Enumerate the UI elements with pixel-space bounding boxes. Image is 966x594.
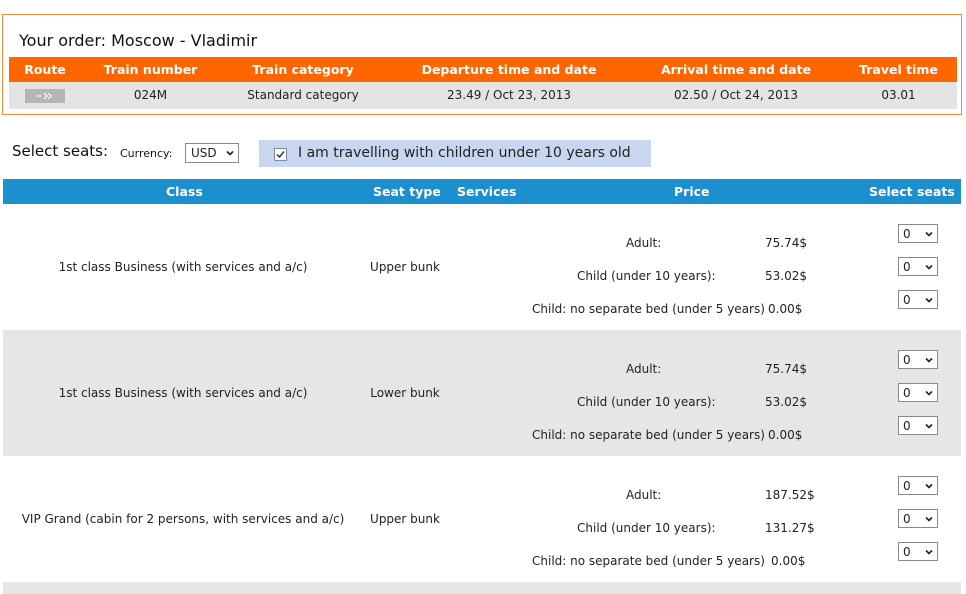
price-value-child: 131.27$	[765, 521, 815, 535]
travel-time-value: 03.01	[881, 88, 916, 102]
price-label-child: Child (under 10 years):	[577, 269, 716, 283]
chevron-down-icon	[925, 482, 933, 490]
chevron-down-icon	[925, 422, 933, 430]
order-row	[9, 82, 957, 109]
order-header	[9, 57, 957, 82]
qty-value: 0	[903, 545, 911, 559]
header-price: Price	[674, 184, 710, 199]
price-value-adult: 75.74$	[765, 236, 807, 250]
header-train-category: Train category	[252, 62, 354, 77]
table-row	[3, 456, 961, 582]
table-row	[3, 204, 961, 330]
price-value-child: 53.02$	[765, 269, 807, 283]
class-cell: VIP Grand (cabin for 2 persons, with services and a/c)	[21, 512, 345, 526]
seat-type-cell: Lower bunk	[370, 386, 440, 400]
seat-type-cell: Upper bunk	[370, 260, 440, 274]
qty-value: 0	[903, 260, 911, 274]
price-label-child: Child (under 10 years):	[577, 521, 716, 535]
class-cell: 1st class Business (with services and a/c)	[58, 386, 308, 400]
currency-select[interactable]	[185, 143, 239, 163]
table-row-partial	[3, 582, 961, 594]
children-checkbox[interactable]	[274, 148, 287, 161]
price-value-infant: 0.00$	[771, 554, 806, 568]
header-services: Services	[457, 184, 517, 199]
price-label-infant: Child: no separate bed (under 5 years)	[532, 554, 765, 568]
qty-select-adult[interactable]	[898, 350, 938, 369]
route-cell	[9, 82, 81, 109]
header-travel-time: Travel time	[859, 62, 938, 77]
header-route: Route	[24, 62, 66, 77]
qty-select-child[interactable]	[898, 257, 938, 276]
qty-select-infant[interactable]	[898, 416, 938, 435]
chevron-down-icon	[925, 263, 933, 271]
price-label-adult: Adult:	[626, 236, 662, 250]
qty-select-adult[interactable]	[898, 476, 938, 495]
chevron-down-icon	[925, 548, 933, 556]
price-value-infant: 0.00$	[768, 302, 803, 316]
qty-select-child[interactable]	[898, 383, 938, 402]
children-option[interactable]	[259, 140, 651, 167]
select-seats-label: Select seats:	[12, 142, 109, 160]
qty-value: 0	[903, 419, 911, 433]
chevron-down-icon	[925, 389, 933, 397]
price-value-adult: 75.74$	[765, 362, 807, 376]
qty-value: 0	[903, 479, 911, 493]
chevron-down-icon	[925, 296, 933, 304]
header-seat-type: Seat type	[373, 184, 441, 199]
header-departure: Departure time and date	[421, 62, 597, 77]
qty-select-child[interactable]	[898, 509, 938, 528]
price-value-child: 53.02$	[765, 395, 807, 409]
header-arrival: Arrival time and date	[660, 62, 812, 77]
train-number: 024M	[133, 88, 168, 102]
chevron-down-icon	[925, 515, 933, 523]
qty-value: 0	[903, 386, 911, 400]
qty-select-infant[interactable]	[898, 290, 938, 309]
train-category: Standard category	[247, 88, 359, 102]
table-row	[3, 330, 961, 456]
header-train-number: Train number	[103, 62, 198, 77]
qty-value: 0	[903, 293, 911, 307]
price-label-child: Child (under 10 years):	[577, 395, 716, 409]
chevron-down-icon	[925, 230, 933, 238]
seats-table-header	[3, 179, 961, 204]
header-class: Class	[166, 184, 203, 199]
seat-type-cell: Upper bunk	[370, 512, 440, 526]
route-button[interactable]	[25, 89, 65, 103]
departure-value: 23.49 / Oct 23, 2013	[446, 88, 572, 102]
qty-select-adult[interactable]	[898, 224, 938, 243]
currency-value: USD	[191, 146, 217, 160]
price-label-adult: Adult:	[626, 488, 662, 502]
checkmark-icon	[276, 150, 285, 159]
qty-value: 0	[903, 512, 911, 526]
price-label-infant: Child: no separate bed (under 5 years)	[532, 428, 765, 442]
qty-value: 0	[903, 353, 911, 367]
arrow-right-icon	[35, 92, 55, 100]
order-title: Your order: Moscow - Vladimir	[19, 31, 258, 50]
class-cell: 1st class Business (with services and a/c)	[58, 260, 308, 274]
qty-value: 0	[903, 227, 911, 241]
qty-select-infant[interactable]	[898, 542, 938, 561]
price-label-infant: Child: no separate bed (under 5 years)	[532, 302, 765, 316]
price-value-adult: 187.52$	[765, 488, 815, 502]
order-panel	[2, 14, 962, 115]
header-select-seats: Select seats	[869, 184, 955, 199]
children-label: I am travelling with children under 10 years old	[298, 145, 631, 161]
chevron-down-icon	[925, 356, 933, 364]
price-value-infant: 0.00$	[768, 428, 803, 442]
arrival-value: 02.50 / Oct 24, 2013	[673, 88, 799, 102]
price-label-adult: Adult:	[626, 362, 662, 376]
currency-label: Currency:	[120, 147, 173, 160]
chevron-down-icon	[226, 149, 234, 157]
